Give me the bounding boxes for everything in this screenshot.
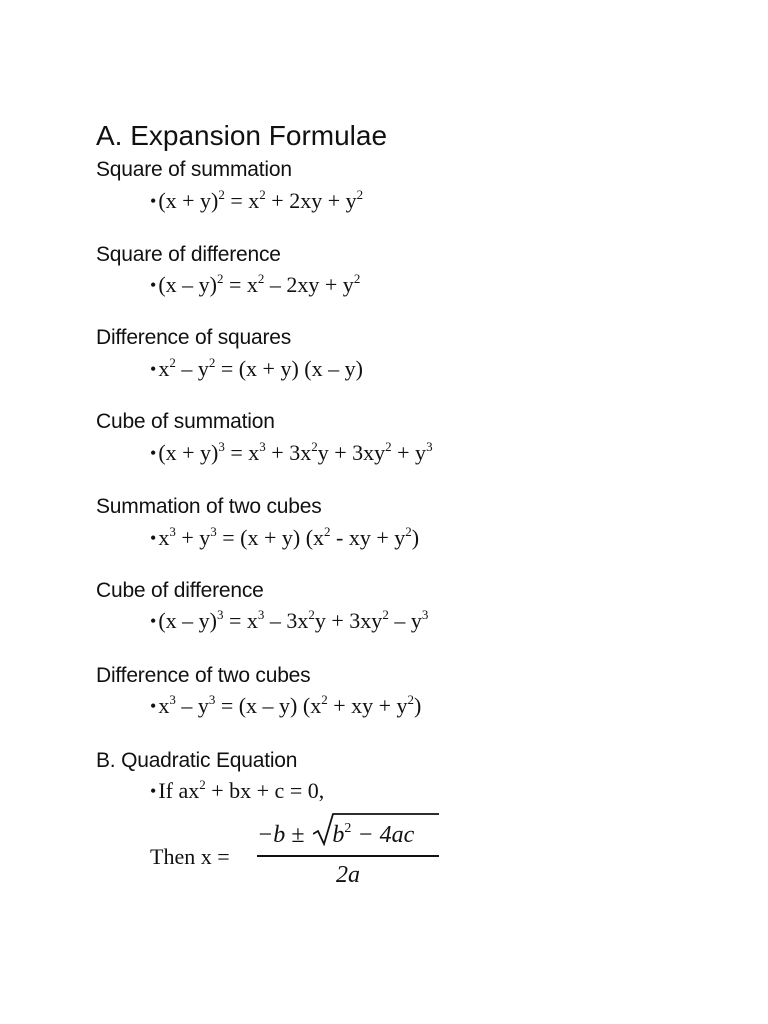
formula-difference-of-two-cubes: $•x^3 - y^3 = (x - y) (x^2$ + xy + $y^2$) bbox=[150, 692, 422, 718]
quadratic-fraction bbox=[257, 814, 439, 894]
formula-square-of-difference: •(x – $y)^2 = x^2 - 2xy + y^2$ bbox=[150, 271, 361, 297]
formula-cube-of-difference: •(x – $y)^3 = x^3 - 3x^2y + 3xy^2 - y^3$ bbox=[150, 607, 429, 633]
heading-difference-of-squares: Difference of squares bbox=[96, 326, 292, 349]
formula-cube-of-summation: •(x + $y)^3 = x^3 + 3x^2y + 3xy^2 + y^3$ bbox=[150, 439, 433, 465]
formula-summation-of-two-cubes: $•x^3 + y^3 = (x + y)$ ($x^2$ - xy + $y^2$) bbox=[150, 524, 420, 550]
fraction-bar bbox=[257, 855, 439, 857]
formula-difference-of-squares: $•x^2 - y^2 = (x + y)$ (x – y) bbox=[150, 355, 363, 381]
then-label: Then x = bbox=[150, 844, 230, 869]
quadratic-condition: •If $ax^2$ + bx + c = 0, bbox=[150, 777, 325, 803]
heading-cube-of-difference: Cube of difference bbox=[96, 579, 264, 602]
heading-summation-of-two-cubes: Summation of two cubes bbox=[96, 495, 322, 518]
heading-square-of-difference: Square of difference bbox=[96, 243, 281, 266]
section-b-title: B. Quadratic Equation bbox=[96, 749, 298, 772]
section-a-title: A. Expansion Formulae bbox=[96, 120, 388, 151]
quadratic-denominator: 2a bbox=[336, 862, 360, 888]
heading-square-of-summation: Square of summation bbox=[96, 158, 292, 181]
formula-square-of-summation: •(x + $y)^2 = x^2 + 2xy + y^2$ bbox=[150, 187, 364, 213]
heading-difference-of-two-cubes: Difference of two cubes bbox=[96, 664, 311, 687]
square-root-sign-icon bbox=[313, 812, 439, 846]
heading-cube-of-summation: Cube of summation bbox=[96, 410, 275, 433]
quadratic-numerator: $-b \pm b^2 - 4ac$ bbox=[257, 821, 415, 848]
